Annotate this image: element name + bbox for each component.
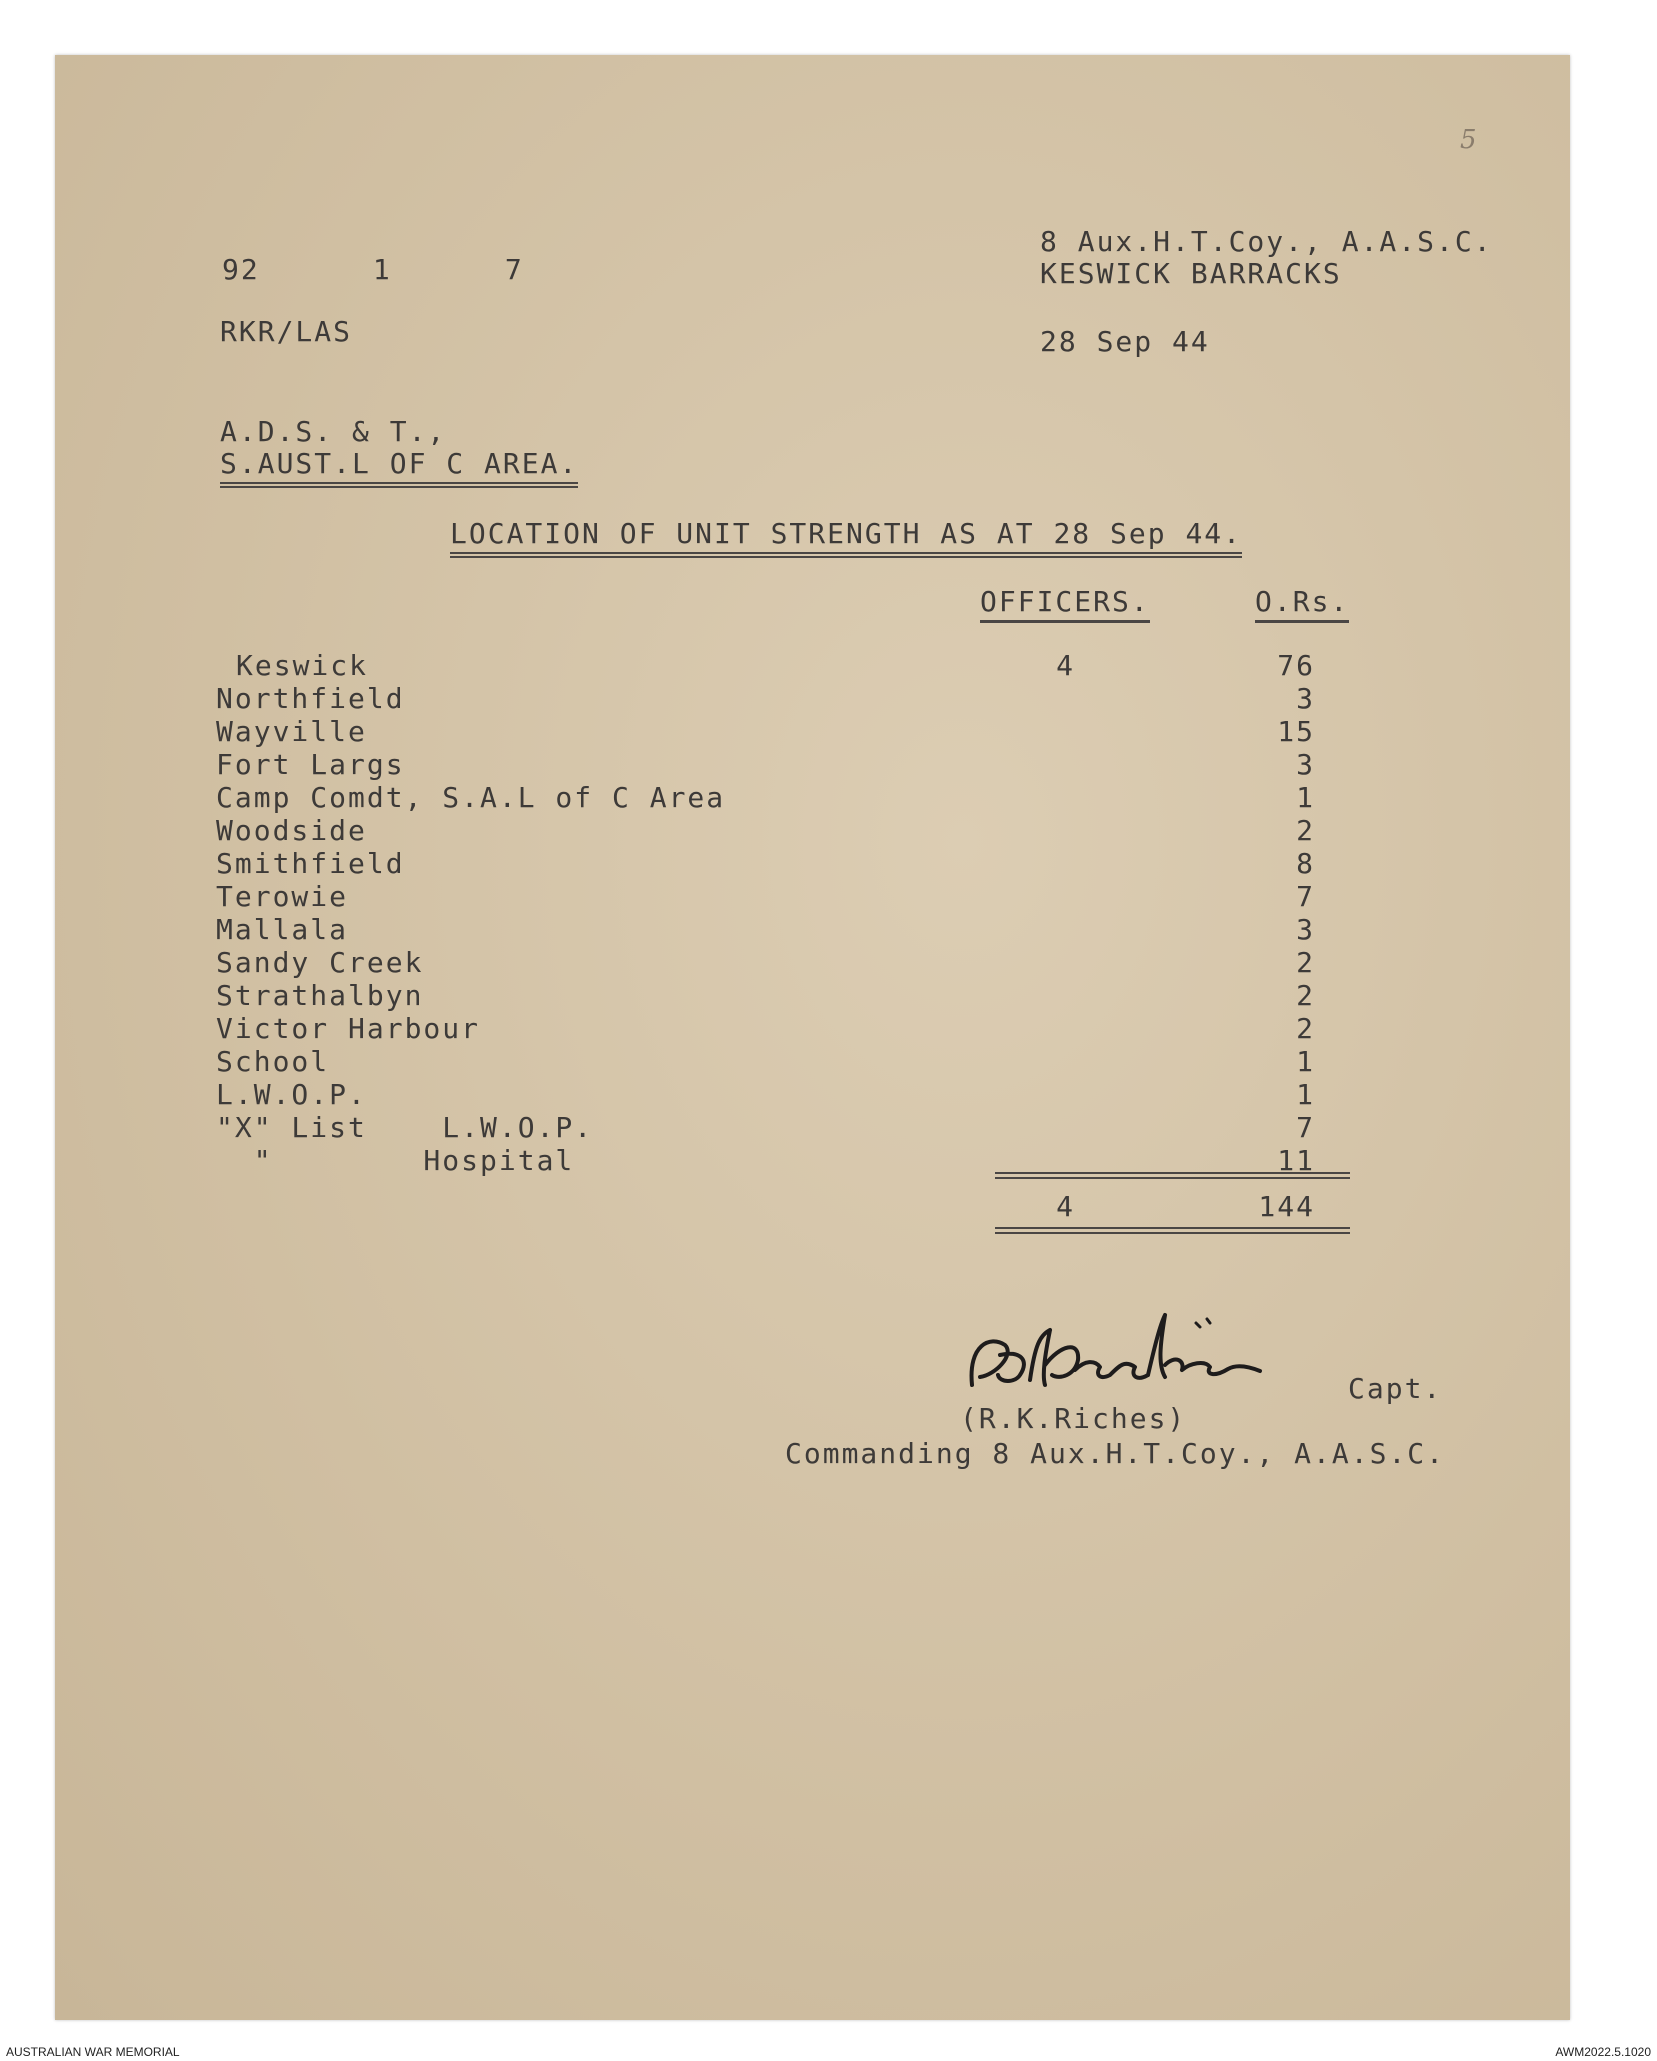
officers-column-header: OFFICERS. [980,588,1150,623]
location-label: Woodside [216,814,367,847]
ors-count: 2 [1296,1012,1315,1045]
total-officers: 4 [1056,1190,1075,1223]
page-number-mark: 5 [1460,125,1477,155]
ors-count: 11 [1277,1144,1315,1177]
document-title: LOCATION OF UNIT STRENGTH AS AT 28 Sep 44. [450,520,1242,558]
unit-address: KESWICK BARRACKS [1040,257,1342,290]
ors-count: 2 [1296,979,1315,1012]
ors-count: 3 [1296,682,1315,715]
file-reference: 92 1 7 [222,253,524,286]
ors-column-header: O.Rs. [1255,588,1349,623]
total-rule-top [995,1172,1350,1179]
unit-name: 8 Aux.H.T.Coy., A.A.S.C. [1040,225,1493,258]
ors-count: 7 [1296,880,1315,913]
ors-count: 2 [1296,946,1315,979]
location-label: Keswick [236,649,369,682]
location-label: L.W.O.P. [216,1078,367,1111]
addressee-line-2: S.AUST.L OF C AREA. [220,450,578,488]
location-label: " Hospital [216,1144,575,1177]
archive-credit: AUSTRALIAN WAR MEMORIAL [6,2045,180,2059]
letter-date: 28 Sep 44 [1040,325,1210,358]
handwritten-signature [960,1305,1280,1415]
location-label: Camp Comdt, S.A.L of C Area [216,781,726,814]
signatory-rank: Capt. [1348,1372,1443,1405]
total-rule-bottom [995,1227,1350,1234]
ors-count: 3 [1296,913,1315,946]
officers-count: 4 [1056,649,1075,682]
location-label: "X" List L.W.O.P. [216,1111,594,1144]
ors-count: 7 [1296,1111,1315,1144]
archive-reference: AWM2022.5.1020 [1555,2045,1651,2059]
location-label: Northfield [216,682,405,715]
location-label: Sandy Creek [216,946,424,979]
location-label: Wayville [216,715,367,748]
location-label: Terowie [216,880,349,913]
ors-count: 1 [1296,781,1315,814]
ors-count: 1 [1296,1078,1315,1111]
initials-reference: RKR/LAS [220,315,353,348]
ors-count: 76 [1277,649,1315,682]
signatory-name: (R.K.Riches) [960,1402,1187,1435]
location-label: School [216,1045,330,1078]
location-label: Victor Harbour [216,1012,481,1045]
addressee-line-1: A.D.S. & T., [220,415,447,448]
location-label: Smithfield [216,847,405,880]
location-label: Fort Largs [216,748,405,781]
ors-count: 2 [1296,814,1315,847]
signatory-title: Commanding 8 Aux.H.T.Coy., A.A.S.C. [785,1437,1446,1470]
ors-count: 1 [1296,1045,1315,1078]
total-ors: 144 [1258,1190,1315,1223]
location-label: Mallala [216,913,349,946]
ors-count: 15 [1277,715,1315,748]
ors-count: 8 [1296,847,1315,880]
ors-count: 3 [1296,748,1315,781]
location-label: Strathalbyn [216,979,424,1012]
